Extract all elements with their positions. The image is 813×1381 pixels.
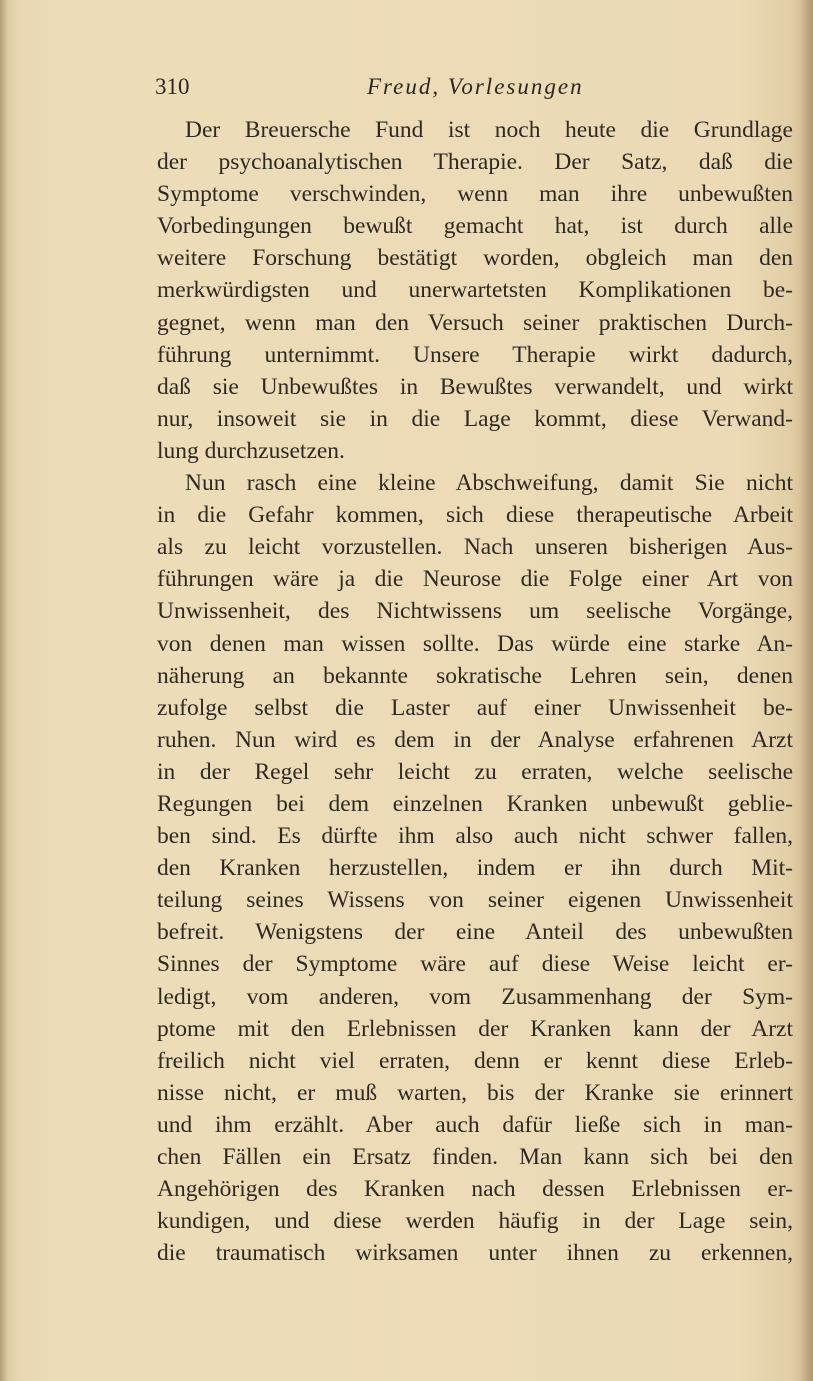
text-line: Angehörigen des Kranken nach dessen Erlebnissen er-: [157, 1176, 793, 1203]
paragraphs: [157, 114, 793, 1269]
running-title: Freud, Vorlesungen: [367, 74, 584, 99]
text-line: ruhen. Nun wird es dem in der Analyse erfahrenen Arzt: [157, 726, 793, 753]
text-line: Symptome verschwinden, wenn man ihre unbewußten: [157, 181, 793, 208]
text-line: Sinnes der Symptome wäre auf diese Weise leicht er-: [157, 951, 793, 978]
text-line: merkwürdigsten und unerwartetsten Komplikationen be-: [157, 277, 793, 304]
page-edge-shadow-left: [0, 0, 8, 1381]
page-number: 310: [155, 74, 190, 99]
page-edge-shadow-right: [799, 0, 813, 1381]
page-header: [155, 74, 795, 110]
text-line: in die Gefahr kommen, sich diese therapeutische Arbeit: [157, 502, 793, 529]
text-line: kundigen, und diese werden häufig in der Lage sein,: [157, 1208, 793, 1235]
text-line: führungen wäre ja die Neurose die Folge einer Art von: [157, 566, 793, 593]
text-line: Unwissenheit, des Nichtwissens um seelische Vorgänge,: [157, 598, 793, 625]
text-line: ben sind. Es dürfte ihm also auch nicht schwer fallen,: [157, 823, 793, 850]
paragraph: [157, 114, 793, 467]
text-line: Vorbedingungen bewußt gemacht hat, ist durch alle: [157, 213, 793, 240]
text-line: Regungen bei dem einzelnen Kranken unbewußt geblie-: [157, 790, 793, 817]
text-line: ptome mit den Erlebnissen der Kranken kann der Arzt: [157, 1015, 793, 1042]
text-line: in der Regel sehr leicht zu erraten, welche seelische: [157, 758, 793, 785]
text-line: zufolge selbst die Laster auf einer Unwissenheit be-: [157, 694, 793, 721]
text-line: ledigt, vom anderen, vom Zusammenhang der Sym-: [157, 983, 793, 1010]
text-line: daß sie Unbewußtes in Bewußtes verwandelt, und wirkt: [157, 373, 793, 400]
text-line: Nun rasch eine kleine Abschweifung, damit Sie nicht: [185, 470, 793, 497]
text-line: näherung an bekannte sokratische Lehren sein, denen: [157, 662, 793, 689]
body-text: [157, 114, 793, 1269]
text-line: führung unternimmt. Unsere Therapie wirkt dadurch,: [157, 341, 793, 368]
text-line: der psychoanalytischen Therapie. Der Satz, daß die: [157, 149, 793, 176]
text-line: nisse nicht, er muß warten, bis der Kranke sie erinnert: [157, 1079, 793, 1106]
text-line: teilung seines Wissens von seiner eigenen Unwissenheit: [157, 887, 793, 914]
text-line: befreit. Wenigstens der eine Anteil des unbewußten: [157, 919, 793, 946]
text-line: und ihm erzählt. Aber auch dafür ließe sich in man-: [157, 1111, 793, 1138]
text-line: den Kranken herzustellen, indem er ihn durch Mit-: [157, 855, 793, 882]
text-line: lung durchzusetzen.: [157, 437, 345, 464]
text-line: von denen man wissen sollte. Das würde eine starke An-: [157, 630, 793, 657]
text-line: weitere Forschung bestätigt worden, obgleich man den: [157, 245, 793, 272]
text-line: als zu leicht vorzustellen. Nach unseren bisherigen Aus-: [157, 534, 793, 561]
text-line: nur, insoweit sie in die Lage kommt, diese Verwand-: [157, 405, 793, 432]
paragraph: [157, 467, 793, 1269]
text-line: chen Fällen ein Ersatz finden. Man kann sich bei den: [157, 1144, 793, 1170]
text-line: die traumatisch wirksamen unter ihnen zu erkennen,: [157, 1240, 793, 1267]
text-line: freilich nicht viel erraten, denn er kennt diese Erleb-: [157, 1047, 793, 1074]
text-line: gegnet, wenn man den Versuch seiner praktischen Durch-: [157, 309, 793, 336]
text-line: Der Breuersche Fund ist noch heute die Grundlage: [185, 117, 793, 143]
